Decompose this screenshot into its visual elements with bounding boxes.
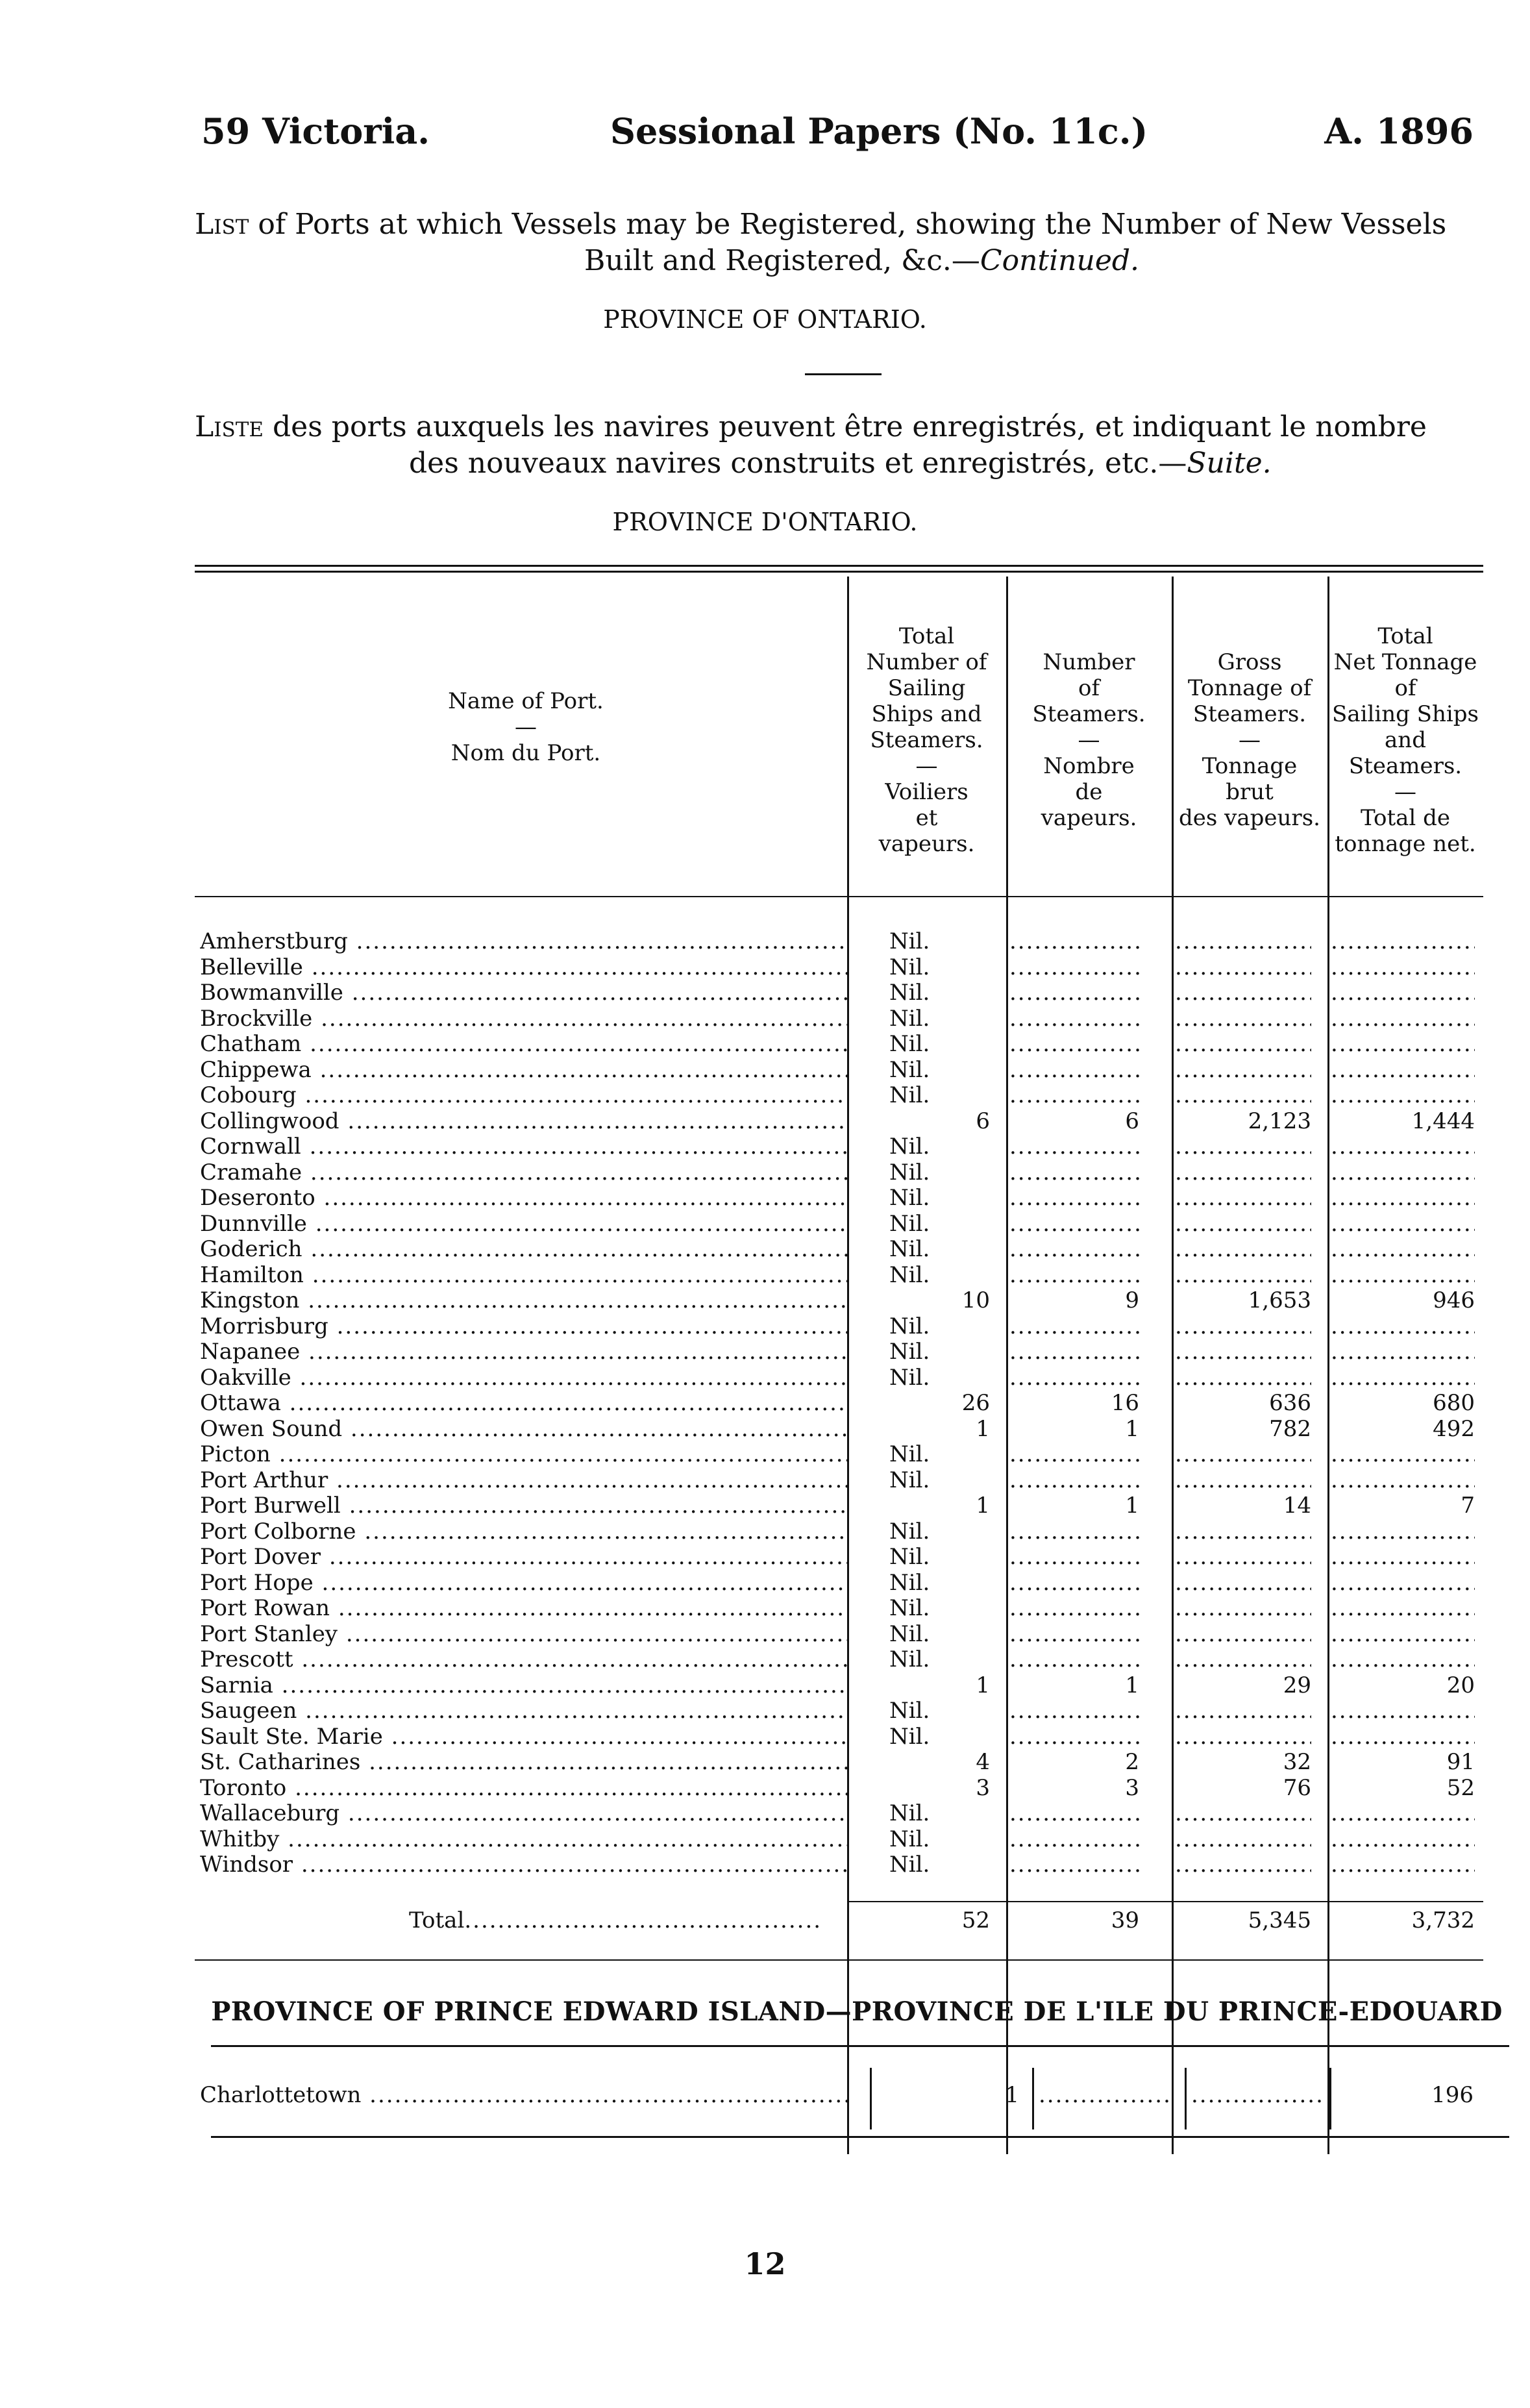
- col-header-net-tonnage: Total Net Tonnage of Sailing Ships and Steamers. — Total de tonnage net.: [1332, 623, 1479, 857]
- province-ontario-en: PROVINCE OF ONTARIO.: [603, 305, 927, 334]
- cell-net-tonnage: [1331, 928, 1475, 954]
- cell-gross-tonnage: [1175, 954, 1311, 980]
- cell-steamers: [1009, 1185, 1139, 1211]
- cell-total-vessels: 3: [976, 1774, 990, 1801]
- table-row: [195, 1800, 1483, 1826]
- table-row: [195, 1441, 1483, 1467]
- port-name: Chippewa .....: [200, 1057, 849, 1083]
- cell-steamers: [1009, 1082, 1139, 1108]
- cell-net-tonnage: [1331, 1134, 1475, 1160]
- table-row: [195, 928, 1483, 954]
- col-header-total-number: Total Number of Sailing Ships and Steamers. — Voiliers et vapeurs.: [866, 623, 987, 857]
- cell-total-vessels: Nil.: [889, 1339, 930, 1365]
- cell-steamers: [1009, 1595, 1139, 1621]
- cell-steamers: [1009, 1031, 1139, 1057]
- cell-steamers: [1009, 1134, 1139, 1160]
- table-row: [195, 1160, 1483, 1185]
- cell-steamers: [1009, 1467, 1139, 1493]
- cell-total-vessels: Nil.: [889, 1544, 930, 1570]
- table-row: [195, 1493, 1483, 1519]
- table-row: [195, 1287, 1483, 1313]
- cell-steamers: [1009, 1570, 1139, 1596]
- table-row: [195, 1185, 1483, 1211]
- cell-gross-tonnage: 32: [1283, 1749, 1311, 1775]
- table-row: [195, 1595, 1483, 1621]
- cell-net-tonnage: [1331, 1160, 1475, 1185]
- cell-total-vessels: 1: [976, 1672, 990, 1698]
- port-name: Sault Ste. Marie .....: [200, 1724, 849, 1750]
- cell-total-vessels: 4: [976, 1749, 990, 1775]
- cell-steamers: 1: [1125, 1415, 1139, 1442]
- cell-steamers: 3: [1125, 1774, 1139, 1801]
- cell-gross-tonnage: [1175, 1365, 1311, 1391]
- port-name: Brockville .....: [200, 1006, 849, 1032]
- cell-gross-tonnage: [1175, 1211, 1311, 1237]
- cell-total-vessels: 10: [961, 1287, 990, 1313]
- cell-gross-tonnage: 1,653: [1248, 1287, 1311, 1313]
- table-row: [195, 1698, 1483, 1724]
- port-name: Wallaceburg .....: [200, 1800, 849, 1826]
- cell-gross-tonnage: [1175, 928, 1311, 954]
- total-steamers: 39: [1111, 1907, 1139, 1933]
- table-row: [195, 1826, 1483, 1852]
- table-top-rule: [195, 565, 1483, 573]
- port-name: Goderich .....: [200, 1236, 849, 1262]
- cell-steamers: [1009, 1313, 1139, 1339]
- cell-gross-tonnage: [1175, 1339, 1311, 1365]
- cell-net-tonnage: 91: [1446, 1749, 1475, 1775]
- cell-net-tonnage: 680: [1433, 1390, 1475, 1416]
- table-row: [195, 1749, 1483, 1775]
- cell-steamers: [1009, 1646, 1139, 1672]
- port-name: Saugeen .....: [200, 1698, 849, 1724]
- port-name: Cornwall .....: [200, 1134, 849, 1160]
- table-row: [195, 1852, 1483, 1878]
- cell-gross-tonnage: [1175, 1160, 1311, 1185]
- port-name: Port Colborne .....: [200, 1519, 849, 1545]
- cell-gross-tonnage: [1175, 1313, 1311, 1339]
- cell-gross-tonnage: [1175, 1006, 1311, 1032]
- title-en-lead: List: [195, 208, 249, 241]
- cell-net-tonnage: 1,444: [1411, 1108, 1475, 1134]
- cell-steamers: [1009, 1160, 1139, 1185]
- cell-gross-tonnage: 76: [1283, 1774, 1311, 1801]
- cell-total-vessels: Nil.: [889, 1236, 930, 1262]
- port-name: Deseronto .....: [200, 1185, 849, 1211]
- cell-net-tonnage: 196: [1431, 2082, 1474, 2108]
- cell-steamers: [1009, 954, 1139, 980]
- cell-total-vessels: Nil.: [889, 1646, 930, 1672]
- cell-total-vessels: Nil.: [889, 928, 930, 954]
- title-fr-line1: des ports auxquels les navires peuvent être enregistrés, et indiquant le nombre: [273, 410, 1427, 443]
- cell-total-vessels: Nil.: [889, 1210, 930, 1237]
- cell-total-vessels: Nil.: [889, 1595, 930, 1621]
- cell-net-tonnage: [1331, 1185, 1475, 1211]
- cell-gross-tonnage: [1175, 1570, 1311, 1596]
- cell-net-tonnage: 20: [1446, 1672, 1475, 1698]
- cell-total-vessels: 1: [1005, 2082, 1019, 2108]
- port-name: Port Hope .....: [200, 1570, 849, 1596]
- title-fr-line2: des nouveaux navires construits et enregistrés, etc.—: [409, 447, 1187, 480]
- port-name: Oakville .....: [200, 1365, 849, 1391]
- cell-steamers: 2: [1125, 1749, 1139, 1775]
- table-row: [195, 1544, 1483, 1570]
- cell-net-tonnage: [1331, 1262, 1475, 1288]
- cell-gross-tonnage: [1175, 1646, 1311, 1672]
- cell-total-vessels: Nil.: [889, 954, 930, 980]
- running-head-center: Sessional Papers (No. 11c.): [610, 110, 1148, 152]
- pei-table: [195, 2074, 1483, 2133]
- col-header-name: Name of Port. — Nom du Port.: [448, 688, 604, 766]
- cell-steamers: [1009, 1724, 1139, 1750]
- port-name: Amherstburg .....: [200, 928, 849, 954]
- cell-net-tonnage: [1331, 1646, 1475, 1672]
- cell-steamers: [1009, 1852, 1139, 1878]
- pei-col-divider-4: [1329, 2068, 1331, 2129]
- cell-net-tonnage: [1331, 1313, 1475, 1339]
- table-row: [195, 1570, 1483, 1596]
- cell-net-tonnage: [1331, 1570, 1475, 1596]
- cell-total-vessels: Nil.: [889, 1826, 930, 1852]
- col-header-steamers: Number of Steamers. — Nombre de vapeurs.: [1032, 649, 1146, 831]
- cell-gross-tonnage: 29: [1283, 1672, 1311, 1698]
- total-rule: [847, 1901, 1483, 1902]
- cell-total-vessels: Nil.: [889, 1467, 930, 1493]
- ontario-rows: [195, 928, 1483, 1902]
- port-name: Dunnville .....: [200, 1211, 849, 1237]
- total-sailing-steamers: 52: [961, 1907, 990, 1933]
- cell-net-tonnage: [1331, 1236, 1475, 1262]
- port-name: Napanee .....: [200, 1339, 849, 1365]
- title-fr-suite: Suite.: [1187, 447, 1272, 480]
- cell-gross-tonnage: [1175, 1519, 1311, 1545]
- cell-steamers: [1009, 1441, 1139, 1467]
- total-net-tonnage: 3,732: [1411, 1907, 1475, 1933]
- table-row: [195, 1211, 1483, 1237]
- cell-gross-tonnage: [1175, 1544, 1311, 1570]
- cell-steamers: [1009, 1698, 1139, 1724]
- cell-steamers: 9: [1125, 1287, 1139, 1313]
- cell-total-vessels: 1: [976, 1415, 990, 1442]
- port-name: Port Burwell .....: [200, 1493, 849, 1519]
- table-row: [195, 1339, 1483, 1365]
- pei-top-rule: [211, 2045, 1509, 2047]
- table-row: [195, 1519, 1483, 1545]
- cell-total-vessels: Nil.: [889, 1569, 930, 1596]
- cell-gross-tonnage: [1175, 980, 1311, 1006]
- cell-total-vessels: Nil.: [889, 1441, 930, 1467]
- table-row: [195, 1082, 1483, 1108]
- cell-steamers: [1009, 1262, 1139, 1288]
- cell-gross-tonnage: [1175, 1082, 1311, 1108]
- cell-steamers: 6: [1125, 1108, 1139, 1134]
- cell-gross-tonnage: 636: [1269, 1390, 1311, 1416]
- cell-gross-tonnage: [1175, 1185, 1311, 1211]
- cell-net-tonnage: [1331, 1519, 1475, 1545]
- ontario-table: [195, 565, 1483, 2136]
- title-french: [195, 409, 1480, 482]
- table-row: [195, 1621, 1483, 1647]
- cell-net-tonnage: [1331, 1826, 1475, 1852]
- total-label: Total...........................................: [409, 1907, 822, 1933]
- title-english: [195, 206, 1480, 279]
- port-name: Prescott .....: [200, 1646, 849, 1672]
- title-en-line2: Built and Registered, &c.—: [584, 244, 980, 277]
- cell-gross-tonnage: [1175, 1698, 1311, 1724]
- table-row: [195, 1724, 1483, 1750]
- pei-bottom-rule: [211, 2136, 1509, 2138]
- port-name: Port Rowan .....: [200, 1595, 849, 1621]
- port-name: Bowmanville .....: [200, 980, 849, 1006]
- table-row: [195, 1313, 1483, 1339]
- short-rule: [805, 373, 882, 375]
- table-row: [195, 980, 1483, 1006]
- port-name: Cobourg .....: [200, 1082, 849, 1108]
- title-en-continued: Continued.: [980, 244, 1140, 277]
- cell-net-tonnage: [1331, 1852, 1475, 1878]
- cell-net-tonnage: 946: [1433, 1287, 1475, 1313]
- cell-steamers: 1: [1125, 1493, 1139, 1519]
- cell-net-tonnage: [1331, 1800, 1475, 1826]
- cell-gross-tonnage: 14: [1283, 1493, 1311, 1519]
- cell-gross-tonnage: [1191, 2082, 1321, 2108]
- cell-gross-tonnage: [1175, 1441, 1311, 1467]
- cell-gross-tonnage: 782: [1269, 1415, 1311, 1442]
- table-row: [195, 2082, 1483, 2108]
- cell-total-vessels: Nil.: [889, 1082, 930, 1108]
- province-ontario-fr: PROVINCE D'ONTARIO.: [612, 508, 918, 536]
- table-row: [195, 1365, 1483, 1391]
- cell-total-vessels: Nil.: [889, 1723, 930, 1750]
- cell-net-tonnage: [1331, 1211, 1475, 1237]
- cell-total-vessels: Nil.: [889, 1031, 930, 1057]
- port-name: Charlottetown .....: [200, 2082, 849, 2108]
- cell-gross-tonnage: [1175, 1057, 1311, 1083]
- pei-col-divider-1: [870, 2068, 872, 2129]
- cell-steamers: [1009, 1365, 1139, 1391]
- title-en-line1: of Ports at which Vessels may be Registered, showing the Number of New Vessels: [258, 208, 1447, 241]
- port-name: Morrisburg .....: [200, 1313, 849, 1339]
- cell-net-tonnage: [1331, 1724, 1475, 1750]
- cell-steamers: 16: [1111, 1390, 1139, 1416]
- port-name: Belleville .....: [200, 954, 849, 980]
- cell-steamers: [1009, 1800, 1139, 1826]
- cell-net-tonnage: 52: [1446, 1774, 1475, 1801]
- port-name: Kingston .....: [200, 1287, 849, 1313]
- table-row: [195, 1057, 1483, 1083]
- port-name: Port Stanley .....: [200, 1621, 849, 1647]
- cell-total-vessels: Nil.: [889, 1261, 930, 1288]
- table-row: [195, 1775, 1483, 1801]
- pei-col-divider-3: [1185, 2068, 1187, 2129]
- cell-net-tonnage: [1331, 1441, 1475, 1467]
- cell-gross-tonnage: [1175, 1852, 1311, 1878]
- port-name: Chatham .....: [200, 1031, 849, 1057]
- cell-net-tonnage: 492: [1433, 1415, 1475, 1442]
- cell-steamers: [1009, 1621, 1139, 1647]
- port-name: Windsor .....: [200, 1852, 849, 1878]
- cell-gross-tonnage: [1175, 1467, 1311, 1493]
- port-name: Sarnia .....: [200, 1672, 849, 1698]
- cell-total-vessels: Nil.: [889, 980, 930, 1006]
- cell-gross-tonnage: [1175, 1826, 1311, 1852]
- cell-net-tonnage: [1331, 980, 1475, 1006]
- cell-net-tonnage: [1331, 1365, 1475, 1391]
- port-name: Owen Sound .....: [200, 1416, 849, 1442]
- total-gross-tonnage: 5,345: [1248, 1907, 1311, 1933]
- cell-steamers: [1009, 1544, 1139, 1570]
- cell-total-vessels: Nil.: [889, 1159, 930, 1185]
- table-row: [195, 1416, 1483, 1442]
- cell-gross-tonnage: [1175, 1724, 1311, 1750]
- cell-net-tonnage: [1331, 1006, 1475, 1032]
- table-row: [195, 1031, 1483, 1057]
- running-head-right: A. 1896: [1324, 110, 1474, 152]
- port-name: Collingwood .....: [200, 1108, 849, 1134]
- cell-total-vessels: Nil.: [889, 1620, 930, 1647]
- cell-net-tonnage: [1331, 1057, 1475, 1083]
- running-head-left: 59 Victoria.: [201, 110, 430, 152]
- cell-net-tonnage: [1331, 1595, 1475, 1621]
- cell-net-tonnage: [1331, 1082, 1475, 1108]
- table-row: [195, 1236, 1483, 1262]
- cell-net-tonnage: 7: [1461, 1493, 1475, 1519]
- cell-net-tonnage: [1331, 1467, 1475, 1493]
- port-name: Ottawa .....: [200, 1390, 849, 1416]
- cell-net-tonnage: [1331, 1698, 1475, 1724]
- port-name: Toronto .....: [200, 1775, 849, 1801]
- table-row: [195, 1467, 1483, 1493]
- cell-steamers: [1009, 980, 1139, 1006]
- cell-total-vessels: Nil.: [889, 1005, 930, 1032]
- port-name: St. Catharines .....: [200, 1749, 849, 1775]
- port-name: Port Dover .....: [200, 1544, 849, 1570]
- cell-total-vessels: Nil.: [889, 1134, 930, 1160]
- cell-steamers: [1039, 2082, 1168, 2108]
- table-row: [195, 1108, 1483, 1134]
- cell-steamers: [1009, 1519, 1139, 1545]
- table-row: [195, 1006, 1483, 1032]
- cell-total-vessels: Nil.: [889, 1800, 930, 1826]
- port-name: Cramahe .....: [200, 1160, 849, 1185]
- page-number: 12: [744, 2246, 786, 2281]
- pei-col-divider-2: [1032, 2068, 1034, 2129]
- cell-gross-tonnage: 2,123: [1248, 1108, 1311, 1134]
- cell-total-vessels: Nil.: [889, 1852, 930, 1878]
- cell-net-tonnage: [1331, 1339, 1475, 1365]
- cell-total-vessels: 6: [976, 1108, 990, 1134]
- cell-steamers: [1009, 1826, 1139, 1852]
- cell-steamers: [1009, 928, 1139, 954]
- col-header-gross-tonnage: Gross Tonnage of Steamers. — Tonnage brut des vapeurs.: [1179, 649, 1320, 831]
- table-bottom-rule: [195, 1959, 1483, 1961]
- cell-net-tonnage: [1331, 954, 1475, 980]
- cell-total-vessels: Nil.: [889, 1364, 930, 1391]
- header-rule: [195, 896, 1483, 897]
- table-row: [195, 1262, 1483, 1288]
- cell-total-vessels: Nil.: [889, 1056, 930, 1083]
- cell-gross-tonnage: [1175, 1262, 1311, 1288]
- cell-gross-tonnage: [1175, 1595, 1311, 1621]
- cell-total-vessels: Nil.: [889, 1185, 930, 1211]
- cell-net-tonnage: [1331, 1544, 1475, 1570]
- running-head: [201, 110, 1474, 156]
- cell-steamers: [1009, 1339, 1139, 1365]
- cell-gross-tonnage: [1175, 1134, 1311, 1160]
- port-name: Hamilton .....: [200, 1262, 849, 1288]
- table-row: [195, 1390, 1483, 1416]
- title-fr-lead: Liste: [195, 410, 264, 443]
- cell-net-tonnage: [1331, 1031, 1475, 1057]
- cell-total-vessels: Nil.: [889, 1698, 930, 1724]
- cell-steamers: [1009, 1006, 1139, 1032]
- cell-total-vessels: 1: [976, 1493, 990, 1519]
- cell-gross-tonnage: [1175, 1236, 1311, 1262]
- port-name: Picton .....: [200, 1441, 849, 1467]
- cell-gross-tonnage: [1175, 1621, 1311, 1647]
- cell-steamers: [1009, 1057, 1139, 1083]
- cell-total-vessels: 26: [961, 1390, 990, 1416]
- port-name: Port Arthur .....: [200, 1467, 849, 1493]
- table-row: [195, 1134, 1483, 1160]
- cell-gross-tonnage: [1175, 1031, 1311, 1057]
- cell-total-vessels: Nil.: [889, 1518, 930, 1545]
- table-row: [195, 1646, 1483, 1672]
- province-pei-title: PROVINCE OF PRINCE EDWARD ISLAND—PROVINCE DE L'ILE DU PRINCE-EDOUARD: [211, 1996, 1503, 2027]
- cell-steamers: 1: [1125, 1672, 1139, 1698]
- cell-steamers: [1009, 1211, 1139, 1237]
- table-row: [195, 954, 1483, 980]
- port-name: Whitby .....: [200, 1826, 849, 1852]
- cell-steamers: [1009, 1236, 1139, 1262]
- cell-gross-tonnage: [1175, 1800, 1311, 1826]
- cell-net-tonnage: [1331, 1621, 1475, 1647]
- cell-total-vessels: Nil.: [889, 1313, 930, 1339]
- table-row: [195, 1672, 1483, 1698]
